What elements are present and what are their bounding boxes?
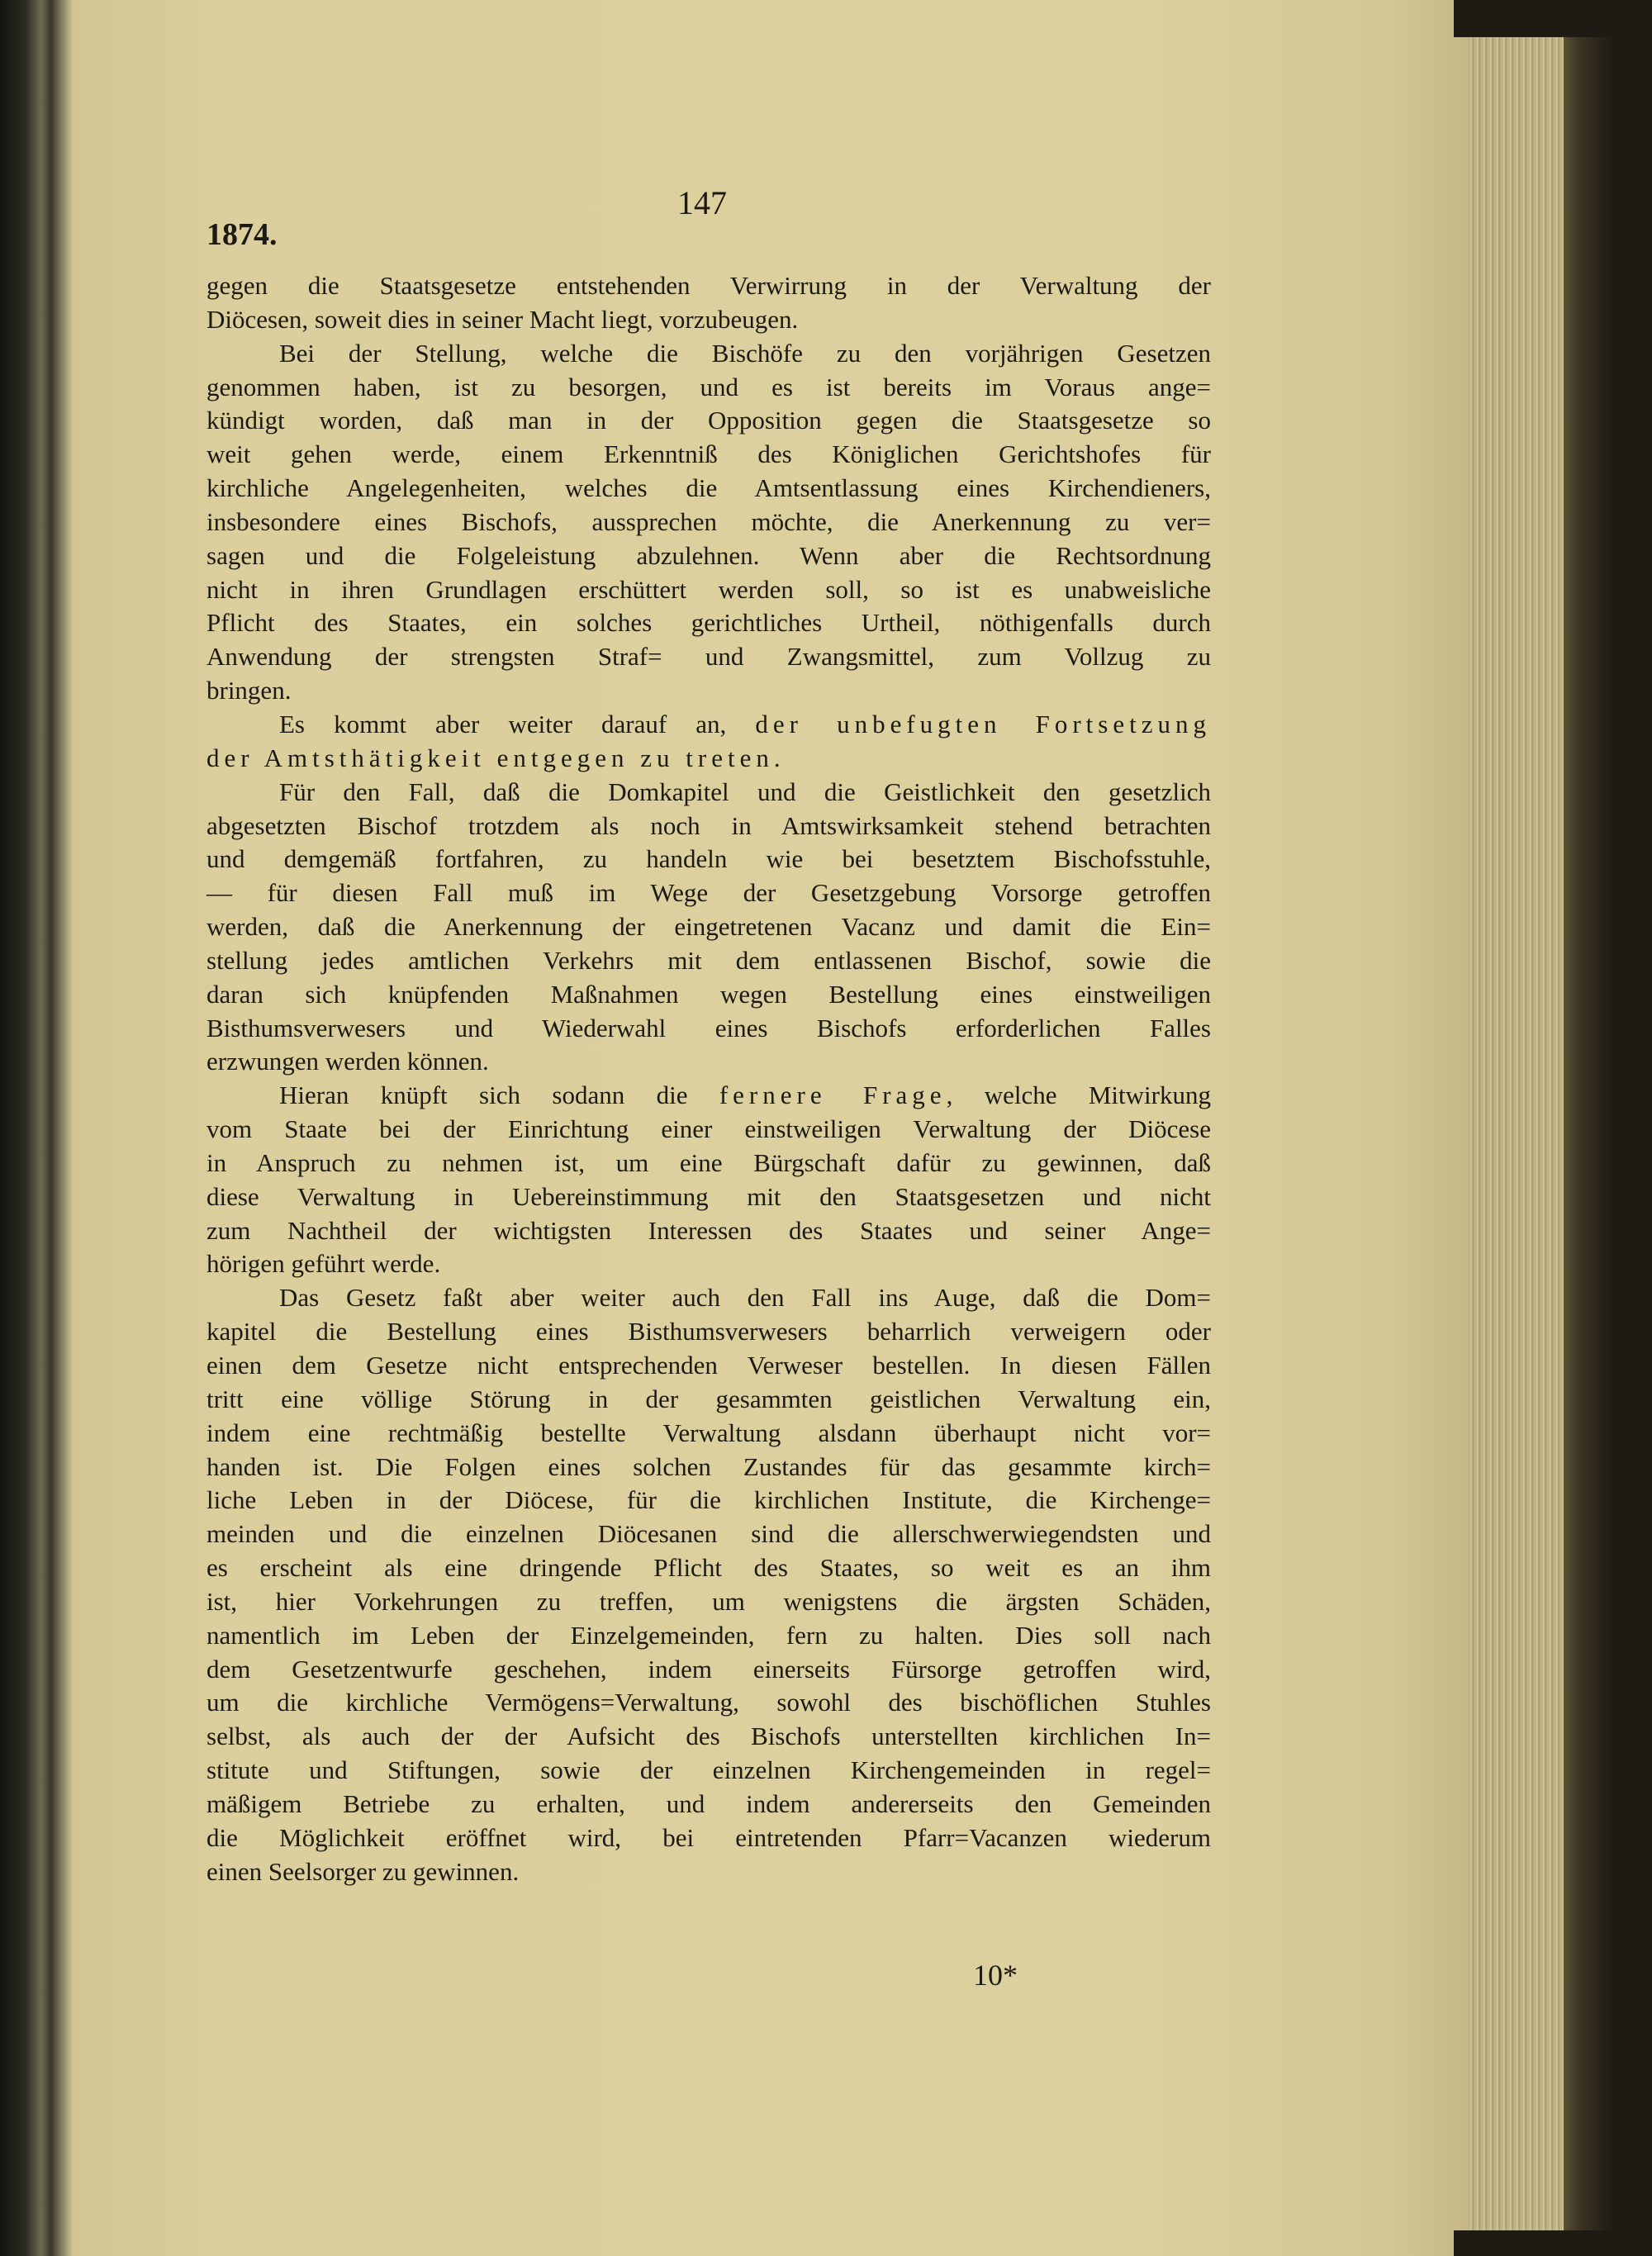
text-line: [206, 1147, 1211, 1180]
text-segment: Hieran knüpft sich sodann die: [279, 1081, 719, 1110]
text-line: [206, 1349, 1211, 1383]
text-segment: diese Verwaltung in Uebereinstimmung mit den Staatsgesetzen und nicht: [206, 1181, 1211, 1211]
emphasized-text: der unbefugten Fortsetzung: [755, 709, 1211, 739]
text-line: [206, 1012, 1211, 1046]
text-line: [206, 978, 1211, 1012]
text-line: [206, 606, 1211, 640]
text-segment: vom Staate bei der Einrichtung einer einstweiligen Verwaltung der Diöcese: [206, 1114, 1211, 1144]
text-segment: tritt eine völlige Störung in der gesammten geistlichen Verwaltung ein,: [206, 1384, 1211, 1413]
text-segment: um die kirchliche Vermögens=Verwaltung, sowohl des bischöflichen Stuhles: [206, 1688, 1211, 1717]
paragraph: [206, 1079, 1211, 1281]
text-line: [206, 1788, 1211, 1821]
text-segment: , welche Mitwirkung: [946, 1081, 1211, 1110]
text-line: [206, 1383, 1211, 1417]
text-segment: es erscheint als eine dringende Pflicht des Staates, so weit es an ihm: [206, 1553, 1211, 1583]
text-segment: indem eine rechtmäßig bestellte Verwaltung alsdann überhaupt nicht vor=: [206, 1418, 1211, 1447]
text-segment: und demgemäß fortfahren, zu handeln wie bei besetztem Bischofsstuhle,: [206, 844, 1211, 874]
text-line: [206, 404, 1211, 438]
text-segment: nicht in ihren Grundlagen erschüttert werden soll, so ist es unabweisliche: [206, 574, 1211, 604]
background-corner: [1454, 0, 1652, 37]
text-line: [206, 674, 1211, 708]
text-line: [206, 1619, 1211, 1653]
text-line: [206, 640, 1211, 674]
text-line: [206, 776, 1211, 810]
emphasized-text: fernere Frage: [719, 1081, 947, 1110]
text-line: [206, 303, 1211, 337]
text-line: [206, 1754, 1211, 1788]
text-line: [206, 269, 1211, 303]
text-segment: stellung jedes amtlichen Verkehrs mit dem entlassenen Bischof, sowie die: [206, 945, 1211, 975]
text-segment: sagen und die Folgeleistung abzulehnen. Wenn aber die Rechtsordnung: [206, 540, 1211, 570]
text-line: [206, 1180, 1211, 1214]
text-line: [206, 1484, 1211, 1517]
text-segment: hörigen geführt werde.: [206, 1249, 441, 1279]
text-segment: kirchliche Angelegenheiten, welches die Amtsentlassung eines Kirchendieners,: [206, 473, 1211, 503]
text-line: [206, 843, 1211, 876]
text-line: [206, 708, 1211, 742]
text-line: [206, 506, 1211, 539]
text-line: [206, 1079, 1211, 1113]
text-segment: kündigt worden, daß man in der Opposition gegen die Staatsgesetze so: [206, 406, 1211, 435]
text-segment: Bisthumsverwesers und Wiederwahl eines Bischofs erforderlichen Falles: [206, 1013, 1211, 1043]
body-text: [206, 269, 1211, 1889]
text-line: [206, 944, 1211, 978]
text-line: [206, 539, 1211, 573]
paragraph: [206, 337, 1211, 708]
text-segment: mäßigem Betriebe zu erhalten, und indem andererseits den Gemeinden: [206, 1788, 1211, 1818]
text-segment: ist, hier Vorkehrungen zu treffen, um wenigstens die ärgsten Schäden,: [206, 1586, 1211, 1616]
text-segment: Für den Fall, daß die Domkapitel und die Geistlichkeit den gesetzlich: [279, 777, 1211, 806]
text-segment: namentlich im Leben der Einzelgemeinden, fern zu halten. Dies soll nach: [206, 1620, 1211, 1650]
text-segment: Diöcesen, soweit dies in seiner Macht liegt, vorzubeugen.: [206, 304, 799, 334]
text-segment: weit gehen werde, einem Erkenntniß des Königlichen Gerichtshofes für: [206, 439, 1211, 469]
text-segment: in Anspruch zu nehmen ist, um eine Bürgschaft dafür zu gewinnen, daß: [206, 1147, 1211, 1177]
text-line: [206, 1585, 1211, 1619]
text-line: [206, 1281, 1211, 1315]
text-segment: kapitel die Bestellung eines Bisthumsverwesers beharrlich verweigern oder: [206, 1317, 1211, 1346]
text-segment: erzwungen werden können.: [206, 1047, 489, 1076]
text-segment: selbst, als auch der der Aufsicht des Bischofs unterstellten kirchlichen In=: [206, 1722, 1211, 1751]
paragraph: [206, 708, 1211, 776]
text-segment: Anwendung der strengsten Straf= und Zwangsmittel, zum Vollzug zu: [206, 642, 1211, 672]
text-segment: dem Gesetzentwurfe geschehen, indem einerseits Fürsorge getroffen wird,: [206, 1654, 1211, 1684]
text-segment: handen ist. Die Folgen eines solchen Zustandes für das gesammte kirch=: [206, 1451, 1211, 1481]
book-spine-edge: [0, 0, 73, 2256]
text-segment: einen dem Gesetze nicht entsprechenden Verweser bestellen. In diesen Fällen: [206, 1351, 1211, 1380]
text-line: [206, 1551, 1211, 1585]
text-segment: zum Nachtheil der wichtigsten Interessen des Staates und seiner Ange=: [206, 1215, 1211, 1245]
signature-mark: 10*: [973, 1959, 1018, 1992]
page-stack-edge: [1469, 33, 1564, 2230]
text-line: [206, 1653, 1211, 1687]
text-segment: liche Leben in der Diöcese, für die kirchlichen Institute, die Kirchenge=: [206, 1485, 1211, 1515]
background-corner: [1454, 2230, 1652, 2256]
text-line: [206, 472, 1211, 506]
text-line: [206, 1315, 1211, 1349]
text-segment: — für diesen Fall muß im Wege der Gesetzgebung Vorsorge getroffen: [206, 878, 1211, 908]
year-heading: 1874.: [206, 217, 278, 252]
text-line: [206, 1517, 1211, 1551]
text-line: [206, 1214, 1211, 1248]
text-segment: Es kommt aber weiter darauf an,: [279, 709, 756, 739]
text-line: [206, 1855, 1211, 1889]
text-line: [206, 573, 1211, 607]
text-segment: Das Gesetz faßt aber weiter auch den Fall ins Auge, daß die Dom=: [279, 1283, 1211, 1313]
text-segment: bringen.: [206, 676, 292, 705]
text-line: [206, 1720, 1211, 1754]
text-segment: einen Seelsorger zu gewinnen.: [206, 1856, 520, 1886]
text-segment: meinden und die einzelnen Diöcesanen sind die allerschwerwiegendsten und: [206, 1519, 1211, 1549]
text-segment: Pflicht des Staates, ein solches gerichtliches Urtheil, nöthigenfalls durch: [206, 608, 1211, 638]
text-line: [206, 876, 1211, 910]
text-segment: daran sich knüpfenden Maßnahmen wegen Bestellung eines einstweiligen: [206, 979, 1211, 1009]
text-segment: die Möglichkeit eröffnet wird, bei eintretenden Pfarr=Vacanzen wiederum: [206, 1822, 1211, 1852]
book-cover-edge: [1564, 0, 1652, 2256]
text-segment: stitute und Stiftungen, sowie der einzelnen Kirchengemeinden in regel=: [206, 1755, 1211, 1785]
emphasized-text: der Amtsthätigkeit entgegen zu treten.: [206, 743, 786, 772]
text-segment: werden, daß die Anerkennung der eingetretenen Vacanz und damit die Ein=: [206, 912, 1211, 942]
text-line: [206, 1417, 1211, 1451]
text-line: [206, 337, 1211, 371]
paragraph: [206, 776, 1211, 1080]
text-segment: abgesetzten Bischof trotzdem als noch in Amtswirksamkeit stehend betrachten: [206, 810, 1211, 840]
paragraph: [206, 1281, 1211, 1888]
text-line: [206, 438, 1211, 472]
text-line: [206, 1821, 1211, 1855]
text-line: [206, 371, 1211, 405]
text-line: [206, 1113, 1211, 1147]
text-segment: gegen die Staatsgesetze entstehenden Verwirrung in der Verwaltung der: [206, 271, 1211, 300]
text-line: [206, 1451, 1211, 1484]
text-line: [206, 742, 1211, 776]
text-line: [206, 910, 1211, 944]
page-number: 147: [677, 184, 727, 221]
paragraph: [206, 269, 1211, 337]
text-segment: insbesondere eines Bischofs, aussprechen möchte, die Anerkennung zu ver=: [206, 506, 1211, 536]
text-line: [206, 1247, 1211, 1281]
text-segment: genommen haben, ist zu besorgen, und es ist bereits im Voraus ange=: [206, 372, 1211, 401]
text-line: [206, 810, 1211, 843]
text-segment: Bei der Stellung, welche die Bischöfe zu den vorjährigen Gesetzen: [279, 338, 1211, 368]
text-line: [206, 1686, 1211, 1720]
text-line: [206, 1045, 1211, 1079]
